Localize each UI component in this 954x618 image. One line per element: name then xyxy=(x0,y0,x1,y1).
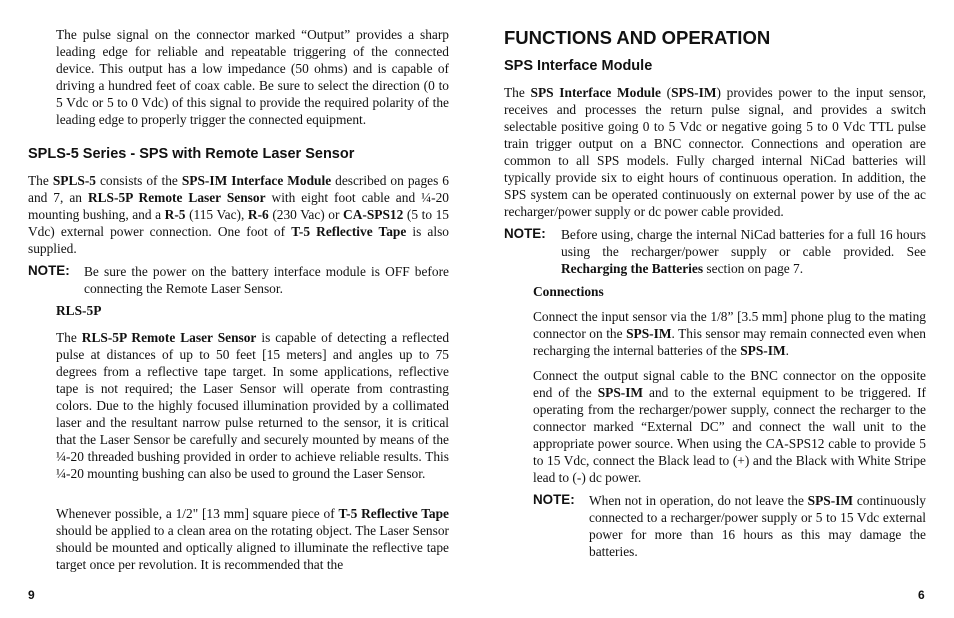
spls-paragraph: The SPLS-5 consists of the SPS-IM Interface Module described on pages 6 and 7, an RLS-5P Remote Laser Sensor with eight foot cable and ¼-20 mounting bushing, and a R-5 (115 Vac), R-6 (230 Vac) or CA-SPS12 (5 to 15 Vdc) external power connection. One foot of T-5 Reflective Tape is also supplied. xyxy=(28,173,449,256)
note-text: Be sure the power on the battery interface module is OFF before connecting the Remote Laser Sensor. xyxy=(84,264,449,296)
note1-label: NOTE: xyxy=(504,226,546,241)
spls-heading: SPLS-5 Series - SPS with Remote Laser Sensor xyxy=(28,146,355,162)
sps-interface-subheading: SPS Interface Module xyxy=(504,58,653,74)
page-number-right: 6 xyxy=(918,588,925,602)
rls-heading: RLS-5P xyxy=(56,303,102,318)
connections-paragraph-2: Connect the output signal cable to the BNC connector on the opposite end of the SPS-IM and to the external equipment to be triggered. If operating from the recharger/power supply, connect the recharger to the connector marked “External DC” and connect the wall unit to the appropriate power source. When using the CA-SPS12 cable to provide 5 to 15 Vdc, connect the Black lead to (+) and the Black with White Stripe lead to (-) dc power. xyxy=(533,368,926,485)
sps-paragraph: The SPS Interface Module (SPS-IM) provides power to the input sensor, receives and processes the return pulse signal, and provides a switch selectable positive going 0 to 5 Vdc or negative going 5 to 0 Vdc TTL pulse train trigger output on a BNC connector. Connections and operation are common to all SPS models. Fully charged internal NiCad batteries will typically provide six to eight hours of continuous operation. In addition, the SPS system can be operated continuously on external power by use of the ac recharger/power supply or dc power cable provided. xyxy=(504,85,926,219)
note1-text: Before using, charge the internal NiCad batteries for a full 16 hours using the recharger/power supply or cable provided. See Recharging the Batteries section on page 7. xyxy=(561,227,926,276)
note2-label: NOTE: xyxy=(533,492,575,507)
output-pulse-paragraph: The pulse signal on the connector marked “Output” provides a sharp leading edge for reliable and repeatable triggering of the connected device. This output has a low impedance (50 ohms) and is capable of driving a hundred feet of coax cable. Be sure to select the direction (0 to 5 Vdc or 5 to 0 Vdc) of this signal to provide the required polarity of the leading edge to properly trigger the connected equipment. xyxy=(56,27,449,127)
note-label: NOTE: xyxy=(28,263,70,278)
connections-heading: Connections xyxy=(533,284,604,299)
functions-heading: FUNCTIONS AND OPERATION xyxy=(504,27,771,48)
note2-text: When not in operation, do not leave the SPS-IM continuously connected to a recharger/power supply or 5 to 15 Vdc external power for more than 16 hours as this may damage the batteries. xyxy=(589,493,926,559)
page-number-left: 9 xyxy=(28,588,35,602)
rls-paragraph: The RLS-5P Remote Laser Sensor is capable of detecting a reflected pulse at distances of up to 50 feet [15 meters] and angles up to 75 degrees from a reflective tape target. In some applications, reflective tape is not required; the Laser Sensor will operate from contrasting colors. Due to the highly focused illumination provided by a collimated laser and the resultant narrow pulse returned to the sensor, it is critical that the Laser Sensor be carefully and securely mounted by means of the ¼-20 threaded bushing provided in order to achieve reliable results. This ¼-20 mounting bushing can also be used to ground the Laser Sensor. xyxy=(56,330,450,481)
whenever-paragraph: Whenever possible, a 1/2" [13 mm] square piece of T-5 Reflective Tape should be applied to a clean area on the rotating object. The Laser Sensor should be mounted and optically aligned to illuminate the reflective tape target once per revolution. It is recommended that the xyxy=(56,506,449,572)
connections-paragraph-1: Connect the input sensor via the 1/8” [3.5 mm] phone plug to the mating connector on the SPS-IM. This sensor may remain connected even when recharging the internal batteries of the SPS-IM. xyxy=(533,309,926,358)
